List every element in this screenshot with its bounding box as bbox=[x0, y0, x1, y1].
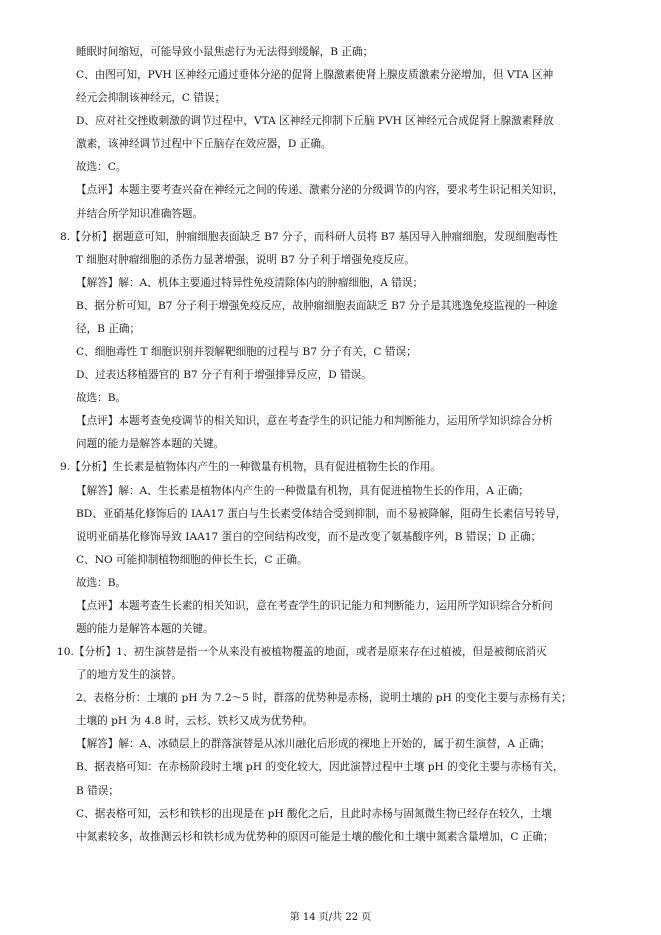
text-line: 说明亚硝基化修饰导致 IAA17 蛋白的空间结构改变，而不是改变了氨基酸序列，B 错误；D 正确； bbox=[76, 531, 542, 543]
text-line: 睡眠时间缩短，可能导致小鼠焦虑行为无法得到缓解，B 正确； bbox=[76, 46, 374, 58]
text-line: C、细胞毒性 T 细胞识别并裂解靶细胞的过程与 B7 分子有关，C 错误； bbox=[76, 346, 417, 358]
text-line: C、据表格可知，云杉和铁杉的出现是在 pH 酸化之后，且此时赤杨与固氮微生物已经存在较久，土壤 bbox=[76, 808, 552, 820]
text-line: 土壤的 pH 为 4.8 时，云杉、铁杉又成为优势种。 bbox=[76, 715, 314, 727]
text-line: 【解答】解：A、生长素是植物体内产生的一种微量有机物，具有促进植物生长的作用，A 正确； bbox=[76, 485, 530, 497]
text-line: B 错误； bbox=[76, 785, 119, 797]
text-line: 【解答】解：A、机体主要通过特异性免疫清除体内的肿瘤细胞，A 错误； bbox=[76, 277, 424, 289]
text-line: C、NO 可能抑制植物细胞的伸长生长，C 正确。 bbox=[76, 554, 308, 566]
text-line: 中氮素较多，故推测云杉和铁杉成为优势种的原因可能是土壤的酸化和土壤中氮素含量增加，C 正确； bbox=[76, 831, 554, 843]
text-line: T 细胞对肿瘤细胞的杀伤力显著增强，说明 B7 分子利于增强免疫反应。 bbox=[76, 254, 415, 266]
text-line: 径，B 正确； bbox=[76, 323, 141, 335]
text-line: 9.【分析】生长素是植物体内产生的一种微量有机物，具有促进植物生长的作用。 bbox=[60, 461, 441, 473]
text-line: BD、亚硝基化修饰后的 IAA17 蛋白与生长素受体结合受到抑制，而不易被降解，阻碍生长素信号转导， bbox=[76, 508, 567, 520]
text-line: 激素，该神经调节过程中下丘脑存在效应器，D 正确。 bbox=[76, 138, 332, 150]
text-line: 并结合所学知识准确答题。 bbox=[76, 208, 204, 220]
text-line: 故选：B。 bbox=[76, 392, 127, 404]
text-line: 故选：B。 bbox=[76, 577, 127, 589]
text-line: 【解答】解：A、冰碛层上的群落演替是从冰川融化后形成的裸地上开始的，属于初生演替，A 正确； bbox=[76, 738, 551, 750]
text-line: 故选：C。 bbox=[76, 161, 127, 173]
text-line: 8.【分析】据题意可知，肿瘤细胞表面缺乏 B7 分子，而科研人员将 B7 基因导入肿瘤细胞，发现细胞毒性 bbox=[60, 231, 558, 243]
text-line: 问题的能力是解答本题的关键。 bbox=[76, 438, 225, 450]
page-footer: 第 14 页/共 22 页 bbox=[289, 912, 372, 923]
text-line: 【点评】本题考查免疫调节的相关知识，意在考查学生的识记能力和判断能力，运用所学知识综合分析 bbox=[76, 415, 553, 427]
text-line: 了的地方发生的演替。 bbox=[76, 669, 182, 681]
text-line: 【点评】本题考查生长素的相关知识，意在考查学生的识记能力和判断能力，运用所学知识综合分析问 bbox=[76, 600, 553, 612]
text-line: B、据表格可知：在赤杨阶段时土壤 pH 的变化较大，因此演替过程中土壤 pH 的变化主要与赤杨有关， bbox=[76, 761, 564, 773]
text-line: C、由图可知，PVH 区神经元通过垂体分泌的促肾上腺激素使肾上腺皮质激素分泌增加，但 VTA 区神 bbox=[76, 69, 554, 81]
text-line: D、应对社交挫败刺激的调节过程中，VTA 区神经元抑制下丘脑 PVH 区神经元合成促肾上腺激素释放 bbox=[76, 115, 554, 127]
text-line: 【点评】本题主要考查兴奋在神经元之间的传递、激素分泌的分级调节的内容，要求考生识记相关知识， bbox=[76, 184, 564, 196]
text-line: 经元会抑制该神经元，C 错误； bbox=[76, 92, 226, 104]
text-line: B、据分析可知，B7 分子利于增强免疫反应，故肿瘤细胞表面缺乏 B7 分子是其逃逸免疫监视的一种途 bbox=[76, 300, 558, 312]
text-line: 2、表格分析：土壤的 pH 为 7.2～5 时，群落的优势种是赤杨，说明土壤的 pH 的变化主要与赤杨有关； bbox=[76, 692, 572, 704]
text-line: D、过表达移植器官的 B7 分子有利于增强排异反应，D 错误。 bbox=[76, 369, 372, 381]
text-line: 题的能力是解答本题的关键。 bbox=[76, 623, 214, 635]
text-line: 10.【分析】1、初生演替是指一个从来没有被植物覆盖的地面，或者是原来存在过植被，但是被彻底消灭 bbox=[57, 646, 547, 658]
